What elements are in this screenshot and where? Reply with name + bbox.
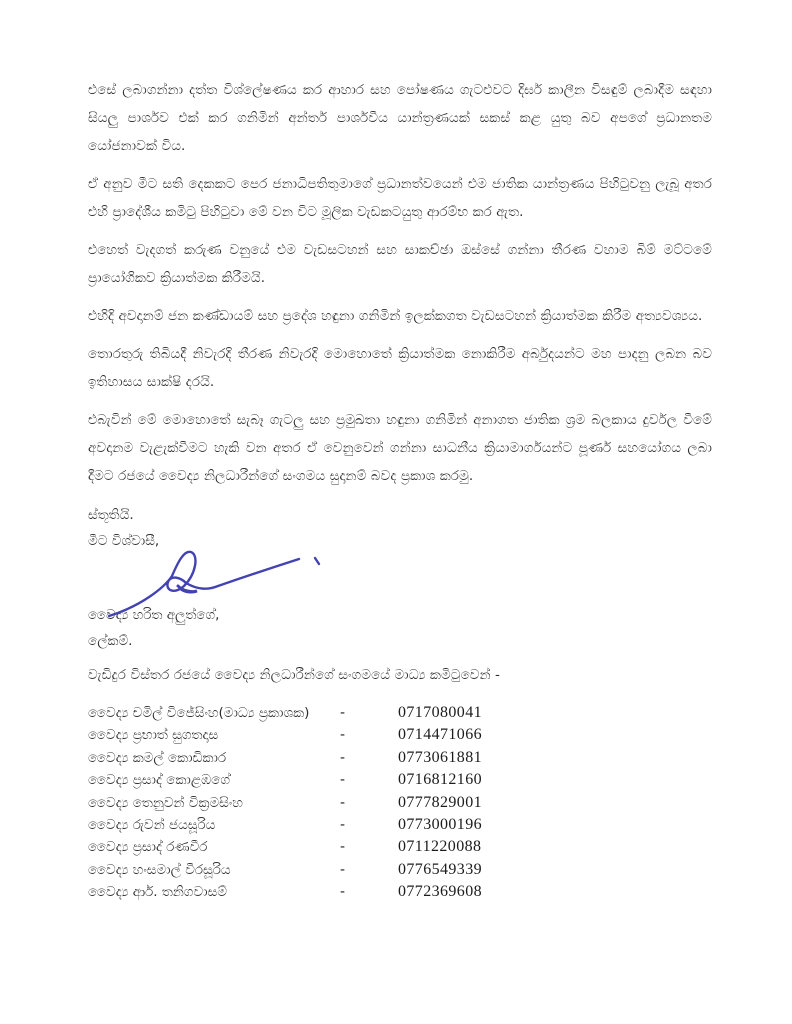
contact-row [88,724,712,746]
contact-row [88,881,712,903]
paragraph-4: එහිදි අවදානම් ජන කණ්ඩායම් සහ ප්‍රදේශ හඳුනා ගනිමින් ඉලක්කගත වැඩසටහන් ක්‍රියාත්මක කිරීම අත්‍යවශ්‍යය. [88,308,703,324]
contact-name: වෛද්‍ය තෙනුවන් වික්‍රමසිංහ [88,794,243,811]
signatory-block [88,602,712,654]
contact-name: වෛද්‍ය ප්‍රසාද් රණවීර [88,839,208,856]
contact-separator: - [340,861,346,878]
paragraph-5: තොරතුරු තිබියදී නිවැරදි තීරණ නිවැරදි මොහොතේ ක්‍රියාත්මක නොකිරීම අර්බුදයන්ට මහ පාදනු ලබන බව ඉතිහාසය සාක්ෂි දරයි. [88,346,712,390]
contact-row [88,747,712,769]
contact-phone: 0776549339 [398,860,482,878]
contact-name: වෛද්‍ය චමිල් විජේසිංහ(මාධ්‍ය ප්‍රකාශක) [88,705,310,721]
contact-separator: - [340,794,346,811]
contact-name: වෛද්‍ය රුවන් ජයසූරිය [88,817,216,834]
contact-separator: - [340,772,346,789]
contact-separator: - [340,705,346,721]
paragraph-1: එසේ ලබාගන්නා දත්ත විශ්ලේෂණය කර ආහාර සහ පෝෂණය ගැටළුවට දිර්ඝ කාලීන විසඳුම් ලබාදීම සඳහා සියලු පාර්ශව එක් කර ගනිමින් අන්තර් පාර්ශවීය යාන්ත්‍රණයක් සකස් කළ යුතු බව අපගේ ප්‍රධානතම යෝජනාවක් විය. [88,82,712,154]
contact-separator: - [340,817,346,834]
contact-row [88,792,712,814]
contact-row [88,702,712,724]
contact-name: වෛද්‍ය ප්‍රභාත් සුගතදාස [88,727,219,744]
contact-phone: 0716812160 [398,771,482,789]
contact-name: වෛද්‍ය ප්‍රසාද් කොළඹගේ [88,772,231,789]
thanks-line: ස්තූතියි. [88,507,134,523]
contact-name: වෛද්‍ය කමල් කොඩිකාර [88,749,227,766]
signatory-name: වෛද්‍ය හරිත අලුත්ගේ, [88,607,220,623]
contact-phone: 0777829001 [398,793,482,811]
contact-separator: - [340,884,346,901]
sincerely-line: මීට විශ්වාසී, [88,533,160,549]
contact-separator: - [340,749,346,766]
contact-row [88,859,712,881]
signatory-title: ලේකම්. [88,633,133,649]
paragraph-3: එහෙත් වැදගත් කරුණ වනුයේ එම වැඩසටහන් සහ සාකච්ඡා ඔස්සේ ගන්නා තීරණ වහාම බිම් මට්ටමේ ප්‍රායෝගිකව ක්‍රියාත්මක කිරීමයි. [88,242,712,286]
contacts-list [88,702,712,904]
contact-phone: 0711220088 [398,838,482,856]
contact-name: වෛද්‍ය ආර්. තනිගවාසම් [88,884,228,901]
contact-phone: 0773061881 [398,748,482,766]
signature-area [106,556,712,602]
contact-phone: 0772369608 [398,883,482,901]
contacts-heading: වැඩිදුර විස්තර රජයේ වෛද්‍ය නිලධාරීන්ගේ සංගමයේ මාධ්‍ය කමිටුවෙන් - [88,667,501,683]
contact-phone: 0717080041 [398,704,482,721]
contact-row [88,769,712,791]
contact-phone: 0773000196 [398,816,482,834]
contact-row [88,836,712,858]
contact-phone: 0714471066 [398,726,482,744]
contact-row [88,814,712,836]
closing-block [88,502,712,554]
contact-separator: - [340,727,346,744]
contact-separator: - [340,839,346,856]
paragraph-2: ඒ අනුව මීට සති දෙකකට පෙර ජනාධිපතිතුමාගේ ප්‍රධානත්වයෙන් එම ජාතික යාන්ත්‍රණය පිහිටුවනු ලැබූ අතර එහි ප්‍රාදේශීය කමිටු පිහිටුවා මේ වන විට මූලික වැඩකටයුතු ආරම්භ කර ඇත. [88,176,712,220]
contact-name: වෛද්‍ය හංසමාල් වීරසූරිය [88,861,231,878]
paragraph-6: එබැවින් මේ මොහොතේ සැබෑ ගැටලු සහ ප්‍රමුඛතා හඳුනා ගනිමින් අනාගත ජාතික ශ්‍රම බලකාය දුර්වල වීමේ අවදානම වැළැක්වීමට හැකි වන අතර ඒ වෙනුවෙන් ගන්නා සාධනීය ක්‍රියාමාර්ගයන්ට පූර්ණ සහයෝගය ලබා දීමට රජයේ වෛද්‍ය නිලධාරීන්ගේ සංගමය සුදානම් බවද ප්‍රකාශ කරමු. [88,412,712,484]
